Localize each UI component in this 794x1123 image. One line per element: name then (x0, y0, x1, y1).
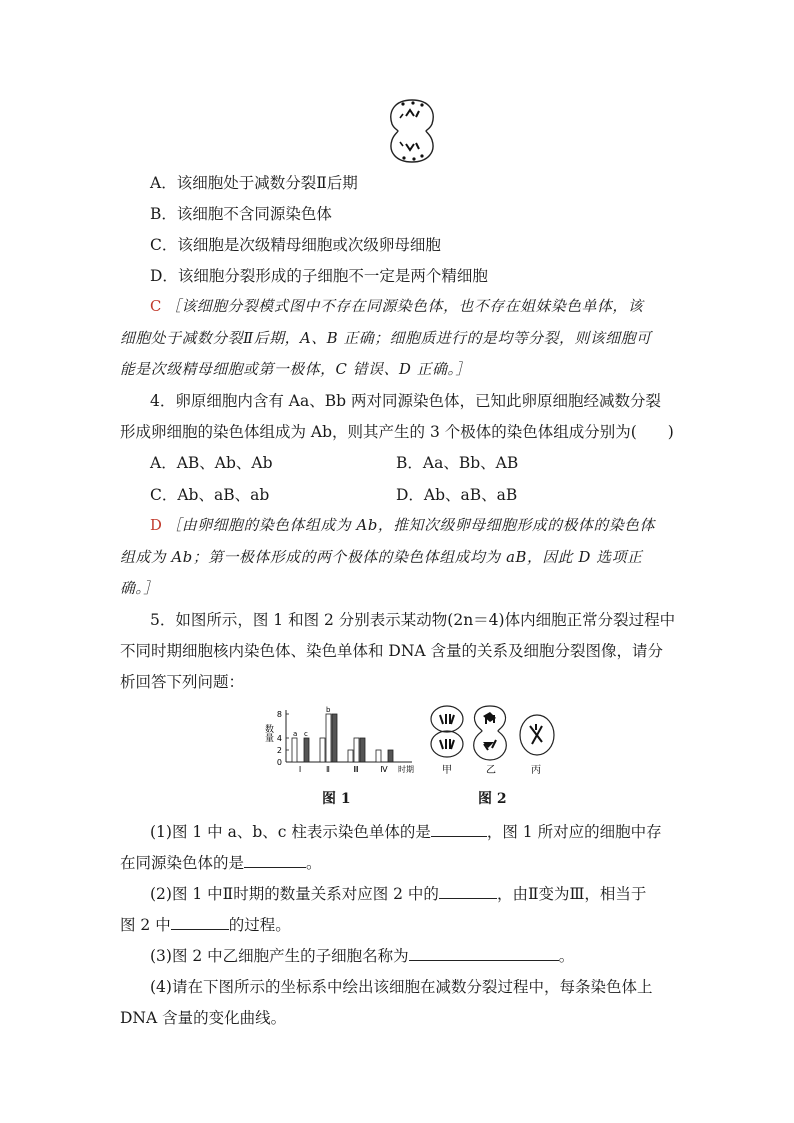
y-tick-label: 2 (276, 746, 282, 755)
cell-yi (474, 706, 507, 760)
bar-a-3 (376, 750, 381, 762)
bar-c-3 (388, 750, 393, 762)
q4-explanation-line2: 组成为 Ab；第一极体形成的两个极体的染色体组成均为 aB，因此 D 选项正 (120, 549, 643, 566)
q4-explanation-line3: 确。］ (120, 580, 159, 597)
q3-explanation-line2: 细胞处于减数分裂Ⅱ后期，A、B 正确；细胞质进行的是均等分裂，则该细胞可 (120, 330, 652, 347)
figure-2-caption: 图 2 (478, 791, 507, 807)
label-yi: 乙 (486, 765, 496, 776)
q4-option-c: C．Ab、aB、ab (150, 486, 270, 504)
x-tick-label: Ⅱ (326, 765, 330, 774)
bar-b-2 (354, 738, 359, 762)
cell-jia (431, 706, 463, 757)
q3-explanation-line3: 能是次级精母细胞或第一极体，C 错误、D 正确。］ (120, 361, 471, 378)
q5-sub2-line2: 图 2 中 的过程。 (120, 916, 291, 934)
x-tick-label: Ⅳ (380, 765, 388, 774)
y-tick-label: 0 (276, 758, 282, 767)
x-tick-label: Ⅲ (353, 765, 359, 774)
x-tick-label: Ⅰ (298, 765, 302, 774)
y-axis-label: 数量 (263, 724, 273, 742)
x-axis-label: 时期 (398, 765, 414, 774)
y-tick-label: 8 (276, 710, 282, 719)
figure-1-bar-chart (262, 700, 424, 776)
bar-c-0 (304, 738, 309, 762)
q5-sub3-line: (3)图 2 中乙细胞产生的子细胞名称为 。 (150, 947, 575, 965)
q4-stem-line1: 4．卵原细胞内含有 Aa、Bb 两对同源染色体，已知此卵原细胞经减数分裂 (150, 392, 661, 410)
answer-blank-3[interactable] (439, 883, 497, 899)
q4-option-a: A．AB、Ab、Ab (150, 454, 273, 472)
figure-1-caption: 图 1 (322, 791, 351, 807)
answer-blank-1[interactable] (431, 821, 487, 837)
q5-stem-line2: 不同时期细胞核内染色体、染色单体和 DNA 含量的关系及细胞分裂图像，请分 (120, 642, 664, 660)
q4-stem-line2: 形成卵细胞的染色体组成为 Ab，则其产生的 3 个极体的染色体组成分别为( ) (120, 423, 674, 441)
q4-explanation-line1: D ［由卵细胞的染色体组成为 Ab，推知次级卵母细胞形成的极体的染色体 (150, 517, 656, 534)
q5-sub4-line1: (4)请在下图所示的坐标系中绘出该细胞在减数分裂过程中，每条染色体上 (150, 978, 653, 996)
bar-label-a: a (293, 730, 298, 738)
cell-bing (520, 715, 554, 755)
q3-option-c: C．该细胞是次级精母细胞或次级卵母细胞 (150, 236, 441, 254)
label-jia: 甲 (442, 765, 452, 776)
answer-blank-2[interactable] (244, 852, 306, 868)
q5-sub1-line2: 在同源染色体的是 。 (120, 854, 322, 872)
answer-blank-4[interactable] (171, 914, 229, 930)
bar-c-1 (332, 714, 337, 762)
q5-sub4-line2: DNA 含量的变化曲线。 (120, 1009, 287, 1027)
bar-a-2 (348, 750, 353, 762)
q3-explanation-line1: C ［该细胞分裂模式图中不存在同源染色体，也不存在姐妹染色单体，该 (150, 298, 644, 315)
q3-option-a: A．该细胞处于减数分裂Ⅱ后期 (150, 174, 358, 192)
bar-a-1 (320, 738, 325, 762)
bar-label-b: b (326, 706, 331, 714)
cell-anaphase-diagram (386, 96, 438, 166)
figure-2-cell-images (428, 702, 558, 778)
q4-option-d: D．Ab、aB、aB (396, 486, 518, 504)
q4-answer-letter: D (150, 517, 163, 534)
q5-stem-line3: 析回答下列问题： (120, 673, 245, 691)
bar-label-c: c (304, 730, 308, 738)
y-tick-label: 4 (276, 734, 282, 743)
bar-b-1 (326, 714, 331, 762)
q3-option-b: B．该细胞不含同源染色体 (150, 205, 332, 223)
label-bing: 丙 (531, 765, 541, 776)
bar-c-2 (360, 738, 365, 762)
q5-sub2-line1: (2)图 1 中Ⅱ时期的数量关系对应图 2 中的 ，由Ⅱ变为Ⅲ，相当于 (150, 885, 647, 903)
q3-answer-letter: C (150, 298, 162, 315)
q5-stem-line1: 5．如图所示，图 1 和图 2 分别表示某动物(2n＝4)体内细胞正常分裂过程中 (150, 611, 676, 629)
q4-option-b: B．Aa、Bb、AB (396, 454, 519, 472)
bar-a-0 (292, 738, 297, 762)
answer-blank-5[interactable] (409, 945, 559, 961)
q5-sub1-line1: (1)图 1 中 a、b、c 柱表示染色单体的是 ，图 1 所对应的细胞中存 (150, 823, 662, 841)
q3-option-d: D．该细胞分裂形成的子细胞不一定是两个精细胞 (150, 267, 488, 285)
